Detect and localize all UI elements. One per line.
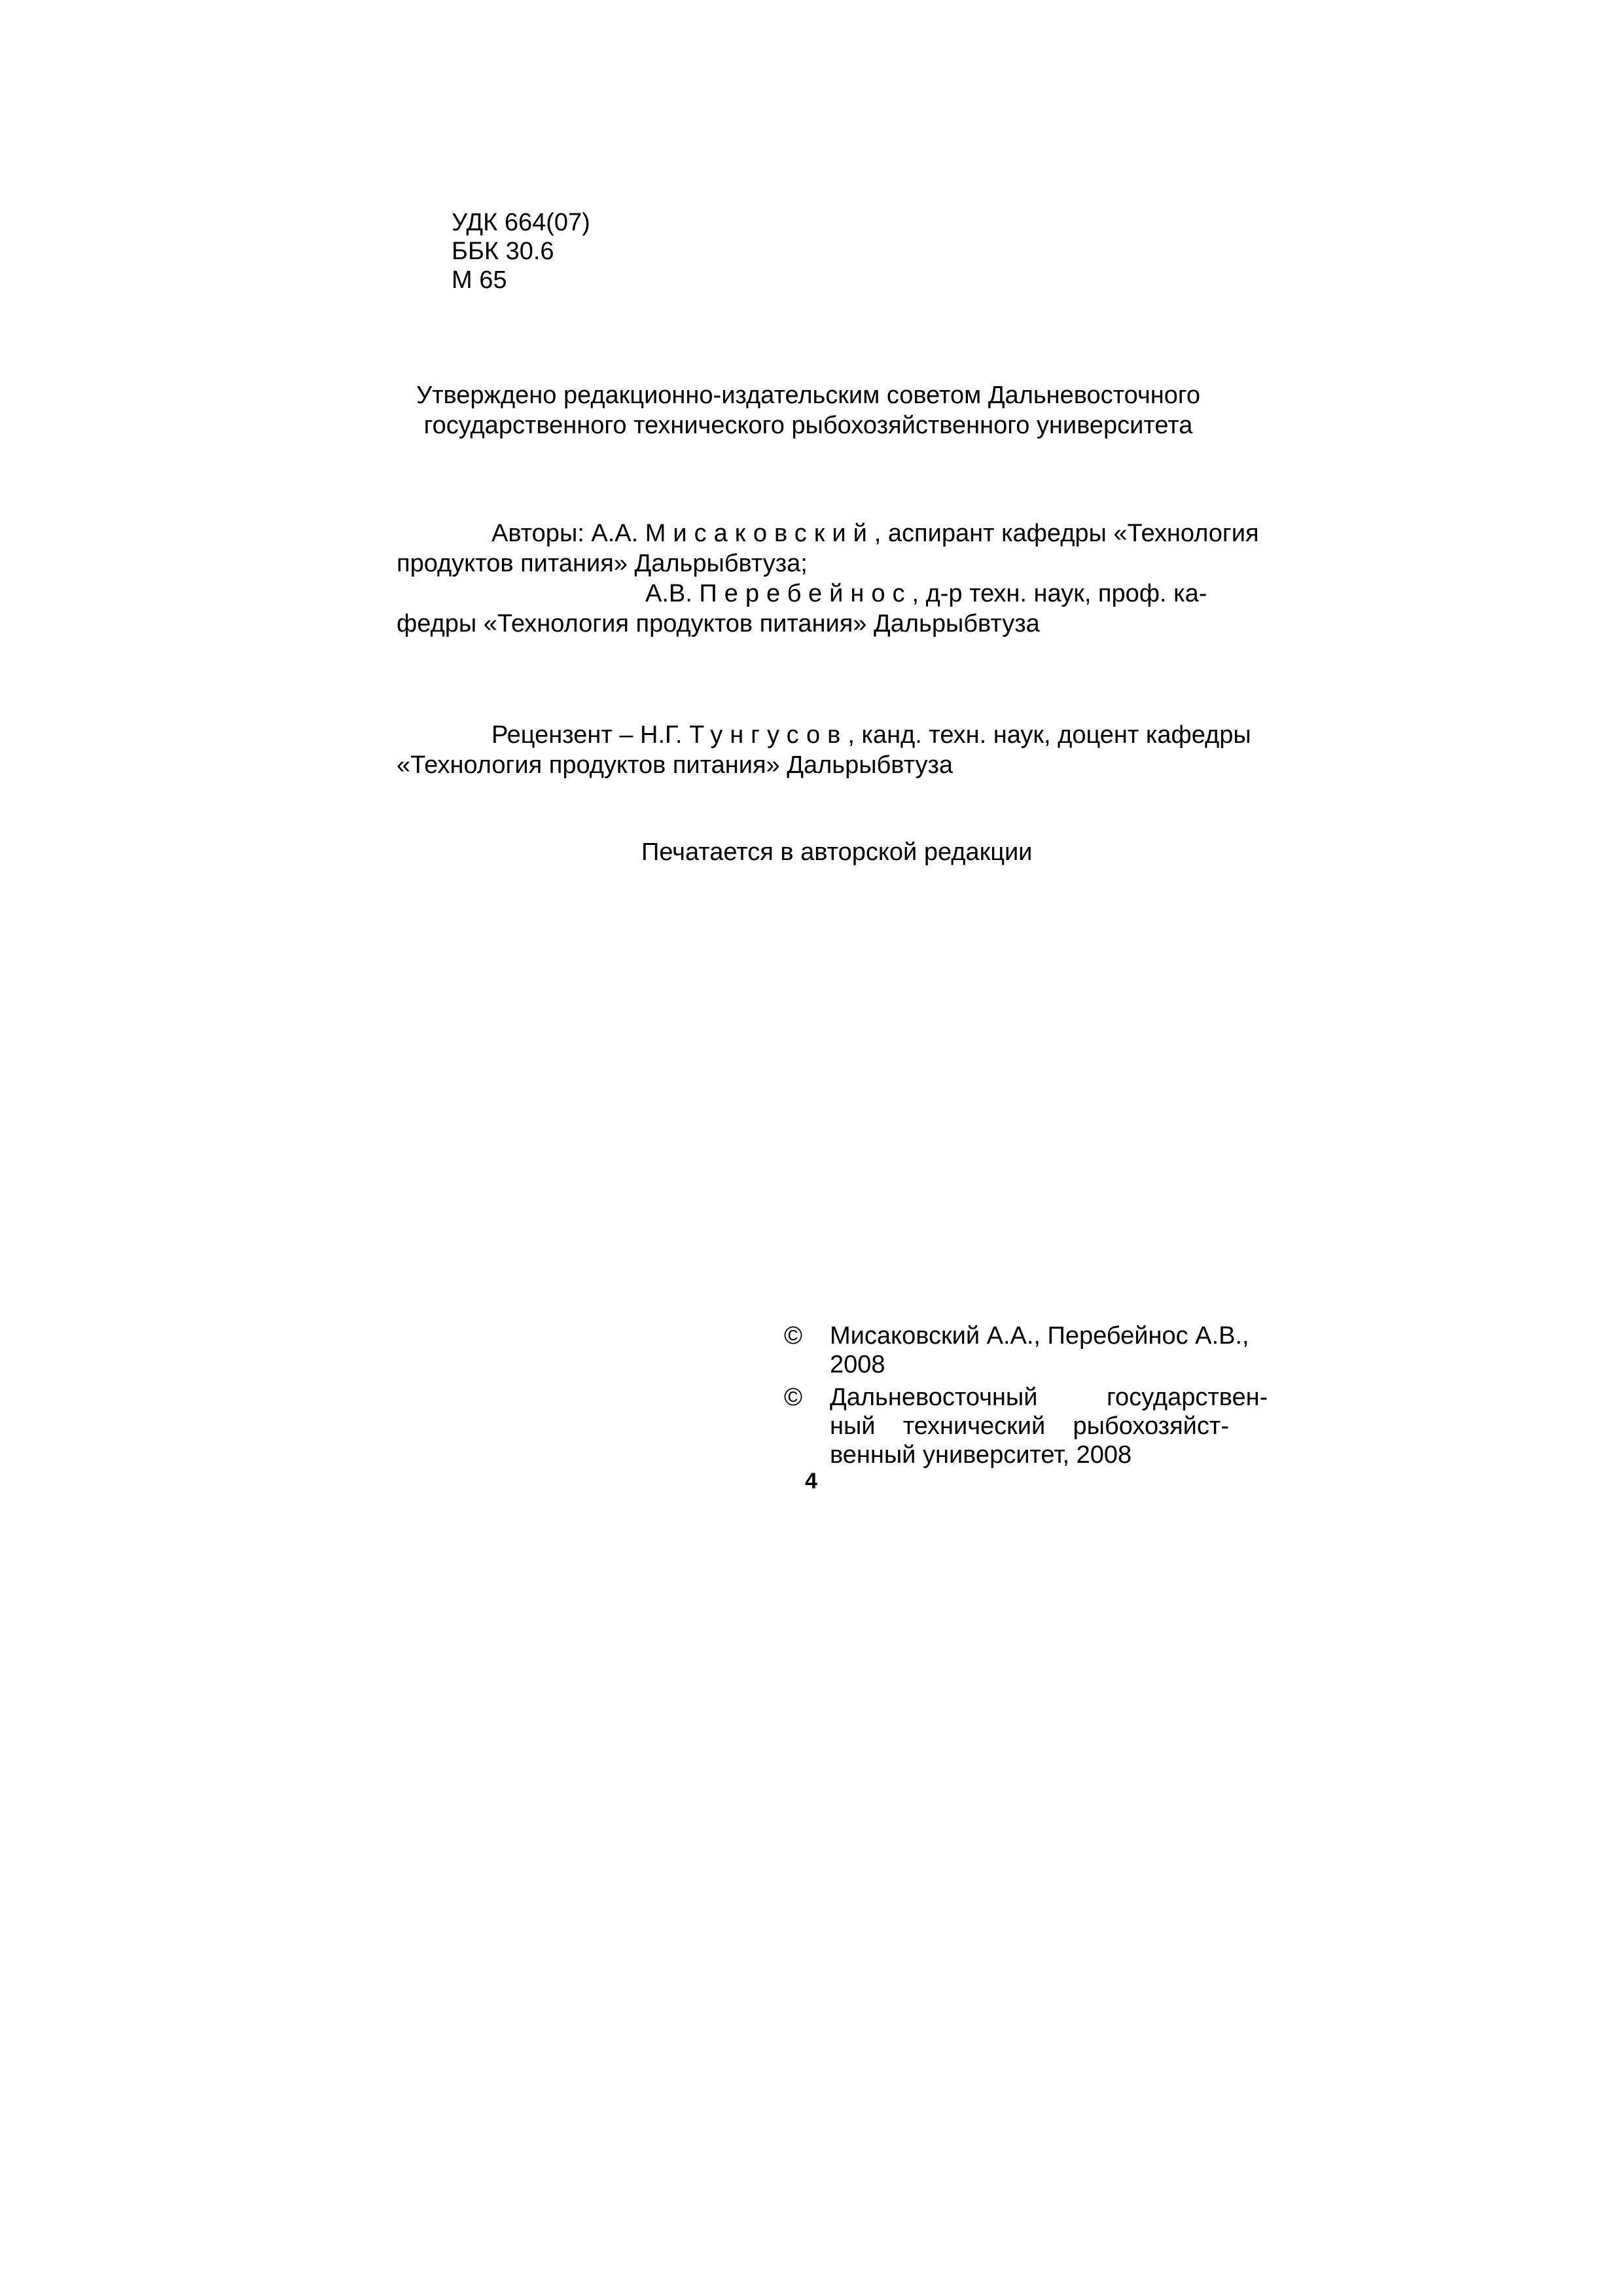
copyright-line: Дальневосточный государствен- (830, 1384, 1268, 1411)
reviewer-section (397, 721, 1251, 781)
reviewer-line-2: «Технология продуктов питания» Дальрыбвтуза (397, 751, 954, 779)
approval-line-2: государственного технического рыбохозяйственного университета (423, 412, 1193, 439)
approval-line-1: Утверждено редакционно-издательским советом Дальневосточного (416, 382, 1201, 409)
udk-code: УДК 664(07) (452, 209, 590, 236)
authors-section (397, 519, 1259, 639)
copyright-text (830, 1383, 1268, 1469)
reviewer-initials: Н.Г. (640, 721, 690, 749)
authors-line-1 (397, 519, 1259, 549)
approval-statement (393, 381, 1224, 441)
copyright-line: 2008 (830, 1351, 885, 1378)
copyright-icon: © (784, 1384, 802, 1411)
author-mark: М 65 (452, 266, 507, 294)
author1-role-part1: , аспирант кафедры «Технология (874, 520, 1259, 547)
print-note: Печатается в авторской редакции (641, 838, 1033, 866)
reviewer-surname: Тунгусов (689, 721, 848, 749)
author1-initials: А.А. (591, 520, 645, 547)
copyright-item (784, 1321, 1249, 1379)
copyright-line: Мисаковский А.А., Перебейнос А.В., (830, 1322, 1249, 1350)
reviewer-role-part1: , канд. техн. наук, доцент кафедры (847, 721, 1251, 749)
copyright-section (784, 1321, 1268, 1469)
copyright-line: венный университет, 2008 (830, 1441, 1132, 1469)
author2-initials: А.В. (645, 580, 700, 607)
authors-line-4: федры «Технология продуктов питания» Дальрыбвтуза (397, 610, 1040, 637)
author2-role-part1: , д-р техн. наук, проф. ка- (912, 580, 1207, 607)
reviewer-line-1 (397, 721, 1251, 751)
author1-surname: Мисаковский (645, 520, 874, 547)
author2-surname: Перебейнос (699, 580, 912, 607)
classification-codes (452, 208, 590, 295)
bbk-code: ББК 30.6 (452, 238, 554, 265)
reviewer-label: Рецензент – (491, 721, 641, 749)
copyright-item (784, 1383, 1268, 1469)
authors-line-2: продуктов питания» Дальрыбвтуза; (397, 550, 808, 577)
copyright-line: ный технический рыбохозяйст- (830, 1412, 1229, 1440)
copyright-text (830, 1321, 1249, 1379)
authors-label: Авторы: (491, 520, 592, 547)
authors-line-3 (397, 579, 1234, 609)
page-number: 4 (805, 1469, 817, 1494)
copyright-icon: © (784, 1322, 802, 1350)
